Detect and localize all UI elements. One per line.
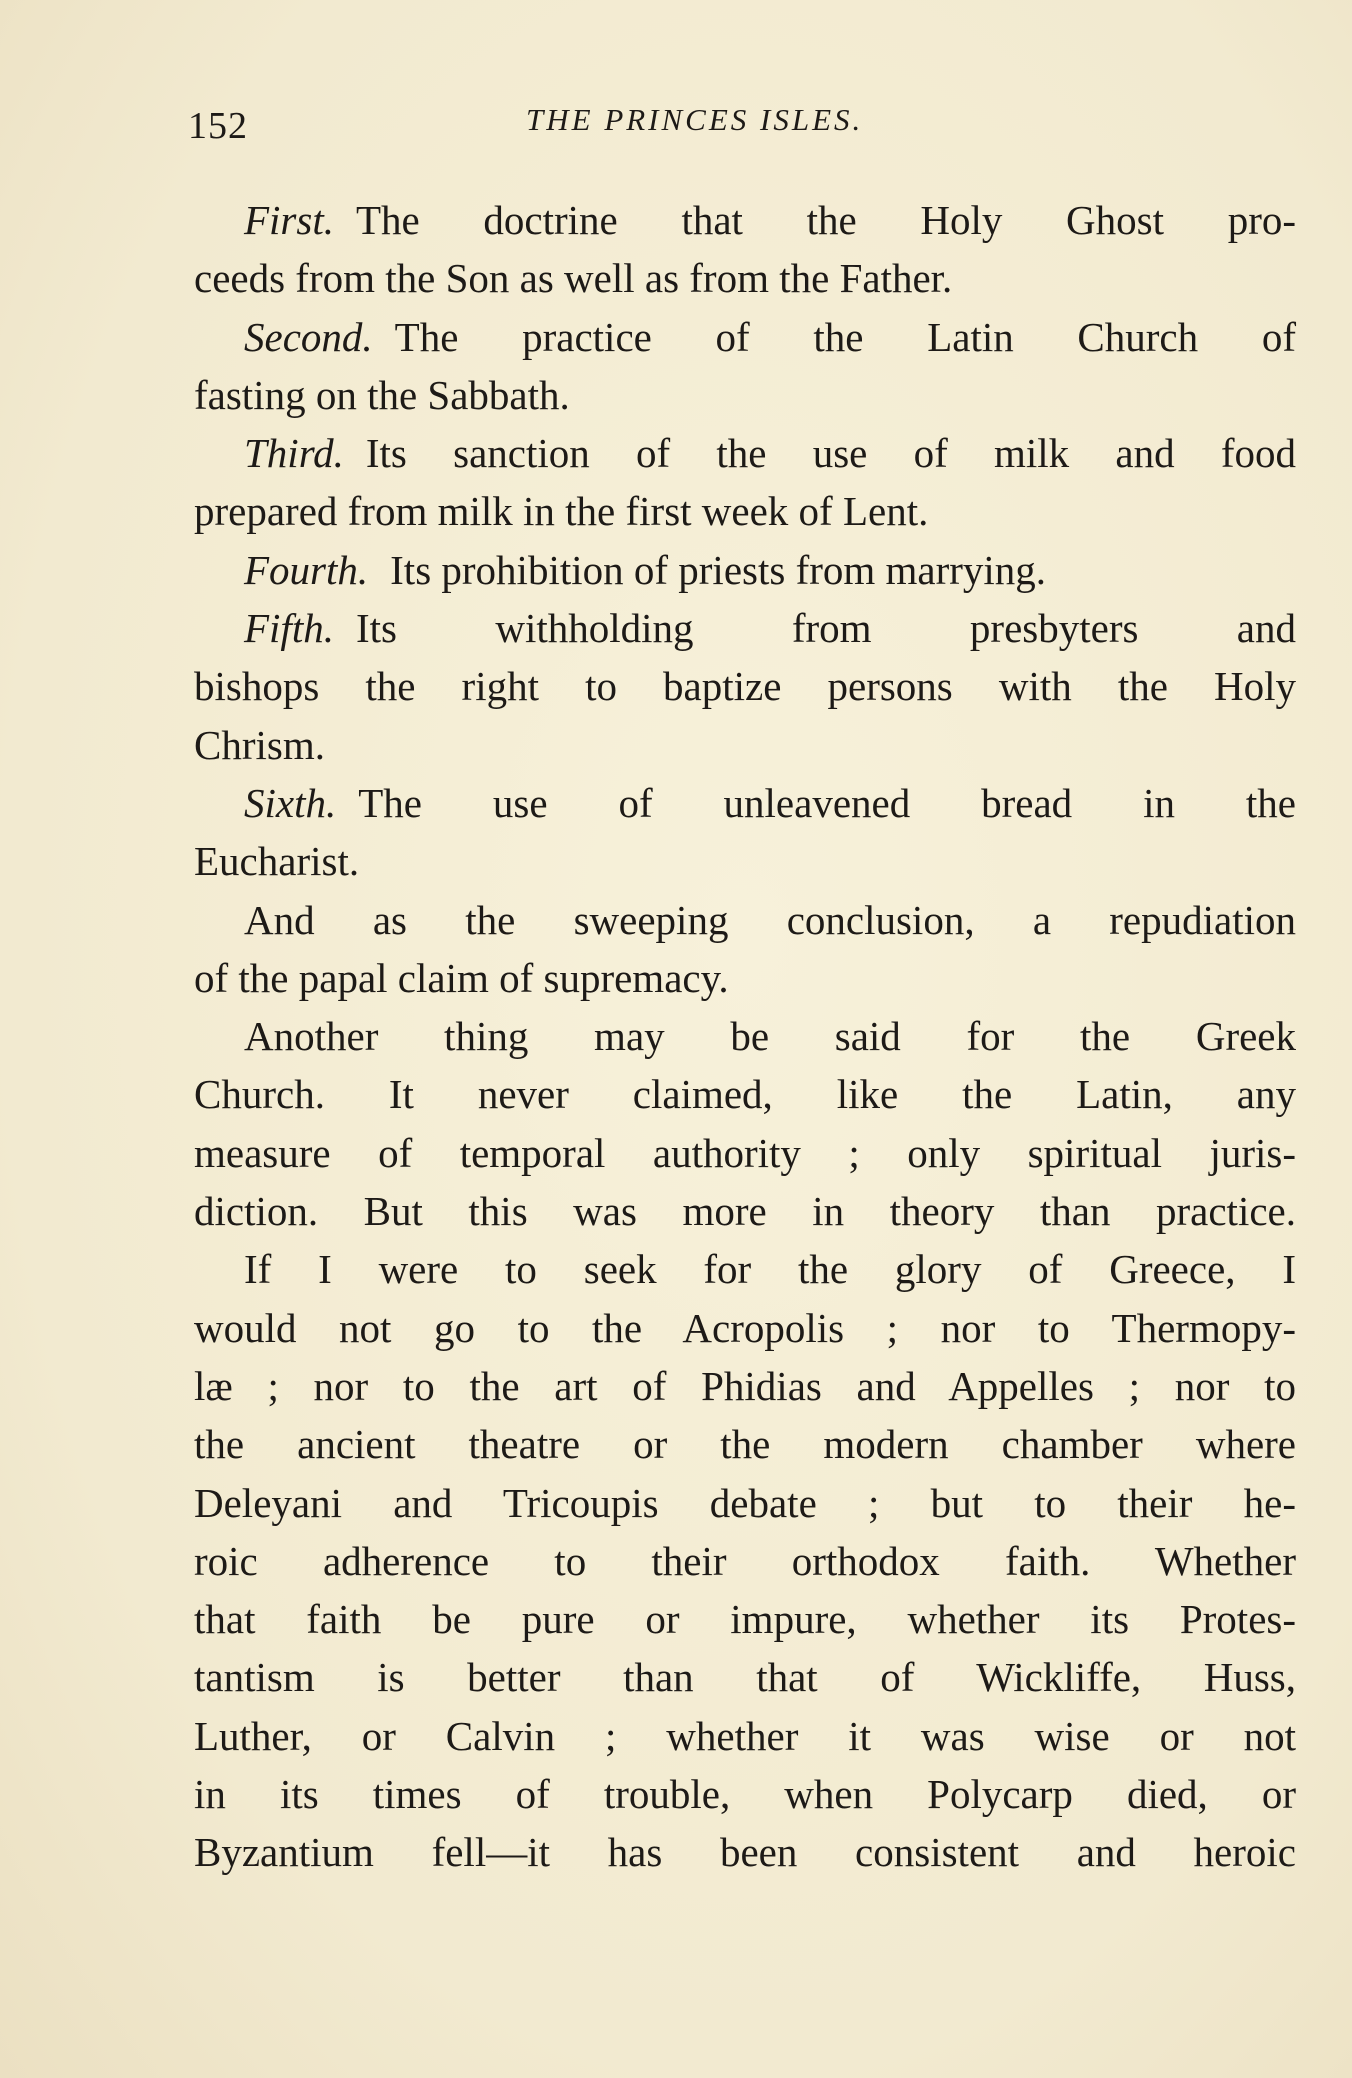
line-text: læ ; nor to the art of Phidias and Appelles ; nor to [194, 1362, 1296, 1409]
line-text: If I were to seek for the glory of Greece, I [244, 1246, 1296, 1293]
text-line [194, 191, 1296, 249]
line-text: Church. It never claimed, like the Latin, any [194, 1071, 1296, 1118]
text-line [194, 1182, 1296, 1240]
line-text: Luther, or Calvin ; whether it was wise or not [194, 1712, 1296, 1759]
text-line [194, 716, 1296, 774]
text-line [194, 1823, 1296, 1881]
text-line [194, 949, 1296, 1007]
line-text: Byzantium fell—it has been consistent and heroic [194, 1829, 1296, 1876]
line-text: And as the sweeping conclusion, a repudiation [244, 896, 1296, 943]
list-label: Fifth. [244, 605, 334, 652]
text-line [194, 1765, 1296, 1823]
line-text: fasting on the Sabbath. [194, 371, 570, 418]
line-text: Its withholding from presbyters and [355, 605, 1296, 652]
text-line [194, 424, 1296, 482]
line-text: tantism is better than that of Wickliffe, Huss, [194, 1654, 1296, 1701]
line-text: in its times of trouble, when Polycarp died, or [194, 1771, 1296, 1818]
text-line [194, 774, 1296, 832]
line-text: diction. But this was more in theory than practice. [194, 1188, 1296, 1235]
text-line [194, 1240, 1296, 1298]
list-label: Fourth. [244, 546, 369, 593]
line-text: roic adherence to their orthodox faith. Whether [194, 1537, 1296, 1584]
running-title: THE PRINCES ISLES. [526, 102, 864, 137]
text-line [194, 1007, 1296, 1065]
line-text: Its sanction of the use of milk and food [365, 430, 1296, 477]
body-text [194, 191, 1296, 1882]
text-line [194, 482, 1296, 540]
line-text: of the papal claim of supremacy. [194, 954, 729, 1001]
text-line [194, 1532, 1296, 1590]
line-text: The doctrine that the Holy Ghost pro- [356, 197, 1296, 243]
text-line [194, 599, 1296, 657]
text-line [194, 249, 1296, 307]
text-line [194, 891, 1296, 949]
line-text: The practice of the Latin Church of [394, 313, 1296, 360]
list-label: First. [244, 197, 334, 243]
line-text: Its prohibition of priests from marrying. [390, 546, 1047, 593]
text-line [194, 541, 1296, 599]
text-line [194, 1474, 1296, 1532]
line-text: ceeds from the Son as well as from the Father. [194, 255, 953, 302]
line-text: prepared from milk in the first week of Lent. [194, 488, 929, 535]
line-text: Deleyani and Tricoupis debate ; but to their he- [194, 1479, 1296, 1526]
line-text: the ancient theatre or the modern chamber where [194, 1421, 1296, 1468]
line-text: measure of temporal authority ; only spiritual juris- [194, 1129, 1296, 1176]
line-text: would not go to the Acropolis ; nor to Thermopy- [194, 1304, 1296, 1351]
text-line [194, 1590, 1296, 1648]
line-text: The use of unleavened bread in the [358, 779, 1296, 826]
text-line [194, 1299, 1296, 1357]
text-line [194, 1357, 1296, 1415]
text-line [194, 1124, 1296, 1182]
list-label: Sixth. [244, 779, 337, 826]
text-line [194, 1648, 1296, 1706]
text-line [194, 657, 1296, 715]
text-line [194, 308, 1296, 366]
text-line [194, 1707, 1296, 1765]
line-text: Another thing may be said for the Greek [244, 1013, 1296, 1060]
line-text: Eucharist. [194, 838, 360, 885]
line-text: bishops the right to baptize persons with the Holy [194, 663, 1296, 710]
text-line [194, 832, 1296, 890]
list-label: Second. [244, 313, 373, 360]
text-line [194, 1065, 1296, 1123]
text-line [194, 1415, 1296, 1473]
page-number: 152 [188, 105, 248, 147]
list-label: Third. [244, 430, 344, 477]
line-text: Chrism. [194, 721, 325, 768]
text-line [194, 366, 1296, 424]
line-text: that faith be pure or impure, whether its Protes- [194, 1596, 1296, 1643]
page-header [180, 96, 1300, 156]
